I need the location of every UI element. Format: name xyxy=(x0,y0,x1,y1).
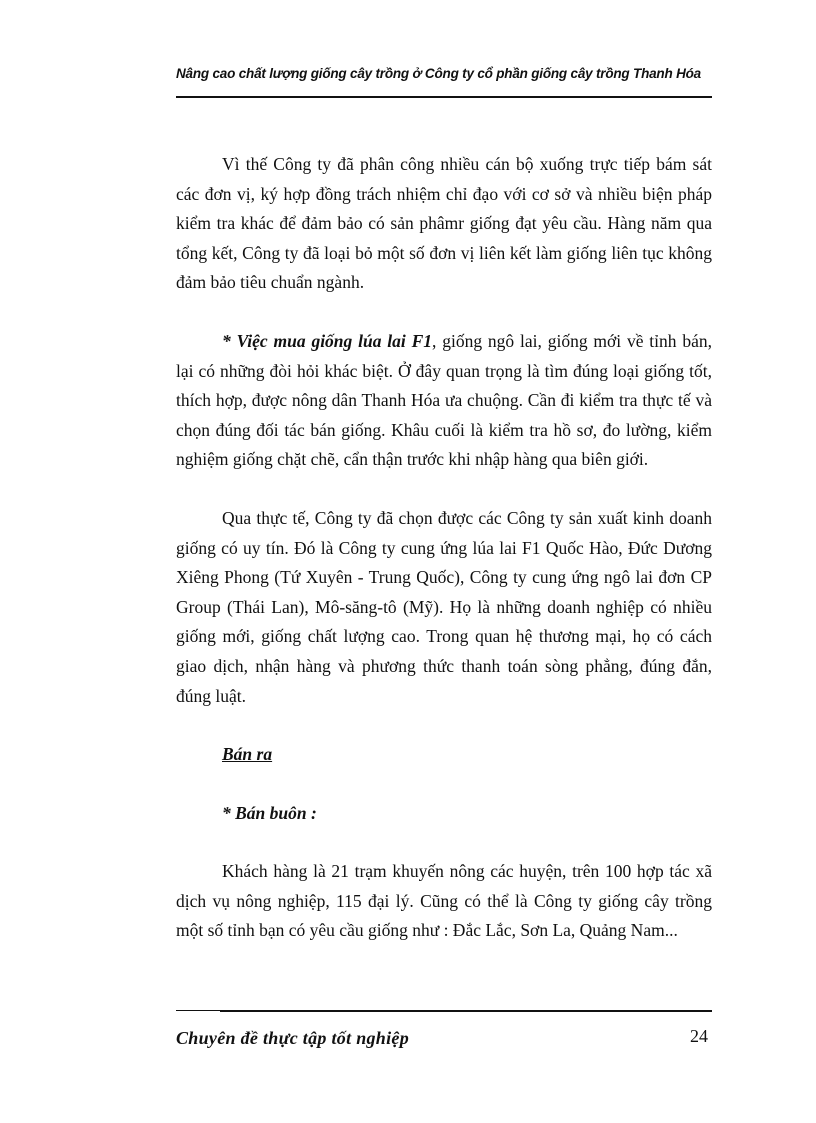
paragraph-2 xyxy=(176,327,712,475)
paragraph-3: Qua thực tế, Công ty đã chọn được các Công ty sản xuất kinh doanh giống có uy tín. Đó là Công ty cung ứng lúa lai F1 Quốc Hào, Đức Dương Xiêng Phong (Tứ Xuyên - Trung Quốc), Công ty cung ứng ngô lai đơn CP Group (Thái Lan), Mô-săng-tô (Mỹ). Họ là những doanh nghiệp có nhiều giống mới, giống chất lượng cao. Trong quan hệ thương mại, họ có cách giao dịch, nhận hàng và phương thức thanh toán sòng phẳng, đúng đắn, đúng luật. xyxy=(176,507,712,706)
footer-title: Chuyên đề thực tập tốt nghiệp xyxy=(176,1028,410,1048)
section-heading: Bán ra xyxy=(222,744,273,765)
running-header: Nâng cao chất lượng giống cây trồng ở Công ty cổ phần giống cây trồng Thanh Hóa xyxy=(176,66,701,81)
paragraph-2-text: , giống ngô lai, giống mới về tỉnh bán, lại có những đòi hỏi khác biệt. Ở đây quan trọng là tìm đúng loại giống tốt, thích hợp, được nông dân Thanh Hóa ưa chuộng. Cần đi kiểm tra thực tế và chọn đúng đối tác bán giống. Khâu cuối là kiểm tra hồ sơ, đo lường, kiểm nghiệm giống chặt chẽ, cẩn thận trước khi nhập hàng qua biên giới. xyxy=(176,330,713,470)
page-number: 24 xyxy=(690,1026,708,1046)
sub-heading: * Bán buôn : xyxy=(222,802,317,823)
footer-divider xyxy=(220,1010,712,1012)
paragraph-4: Khách hàng là 21 trạm khuyến nông các huyện, trên 100 hợp tác xã dịch vụ nông nghiệp, 115 đại lý. Cũng có thể là Công ty giống cây trồng một số tỉnh bạn có yêu cầu giống như : Đắc Lắc, Sơn La, Quảng Nam... xyxy=(176,861,712,941)
header-divider xyxy=(176,96,712,98)
paragraph-2-lead: * Việc mua giống lúa lai F1 xyxy=(222,330,433,351)
paragraph-1: Vì thế Công ty đã phân công nhiều cán bộ xuống trực tiếp bám sát các đơn vị, ký hợp đồng trách nhiệm chỉ đạo với cơ sở và nhiều biện pháp kiểm tra khác để đảm bảo có sản phâmr giống đạt yêu cầu. Hàng năm qua tổng kết, Công ty đã loại bỏ một số đơn vị liên kết làm giống liên tục không đảm bảo tiêu chuẩn ngành. xyxy=(176,154,712,293)
footer-divider-short xyxy=(176,1010,220,1011)
page-body xyxy=(176,150,712,946)
